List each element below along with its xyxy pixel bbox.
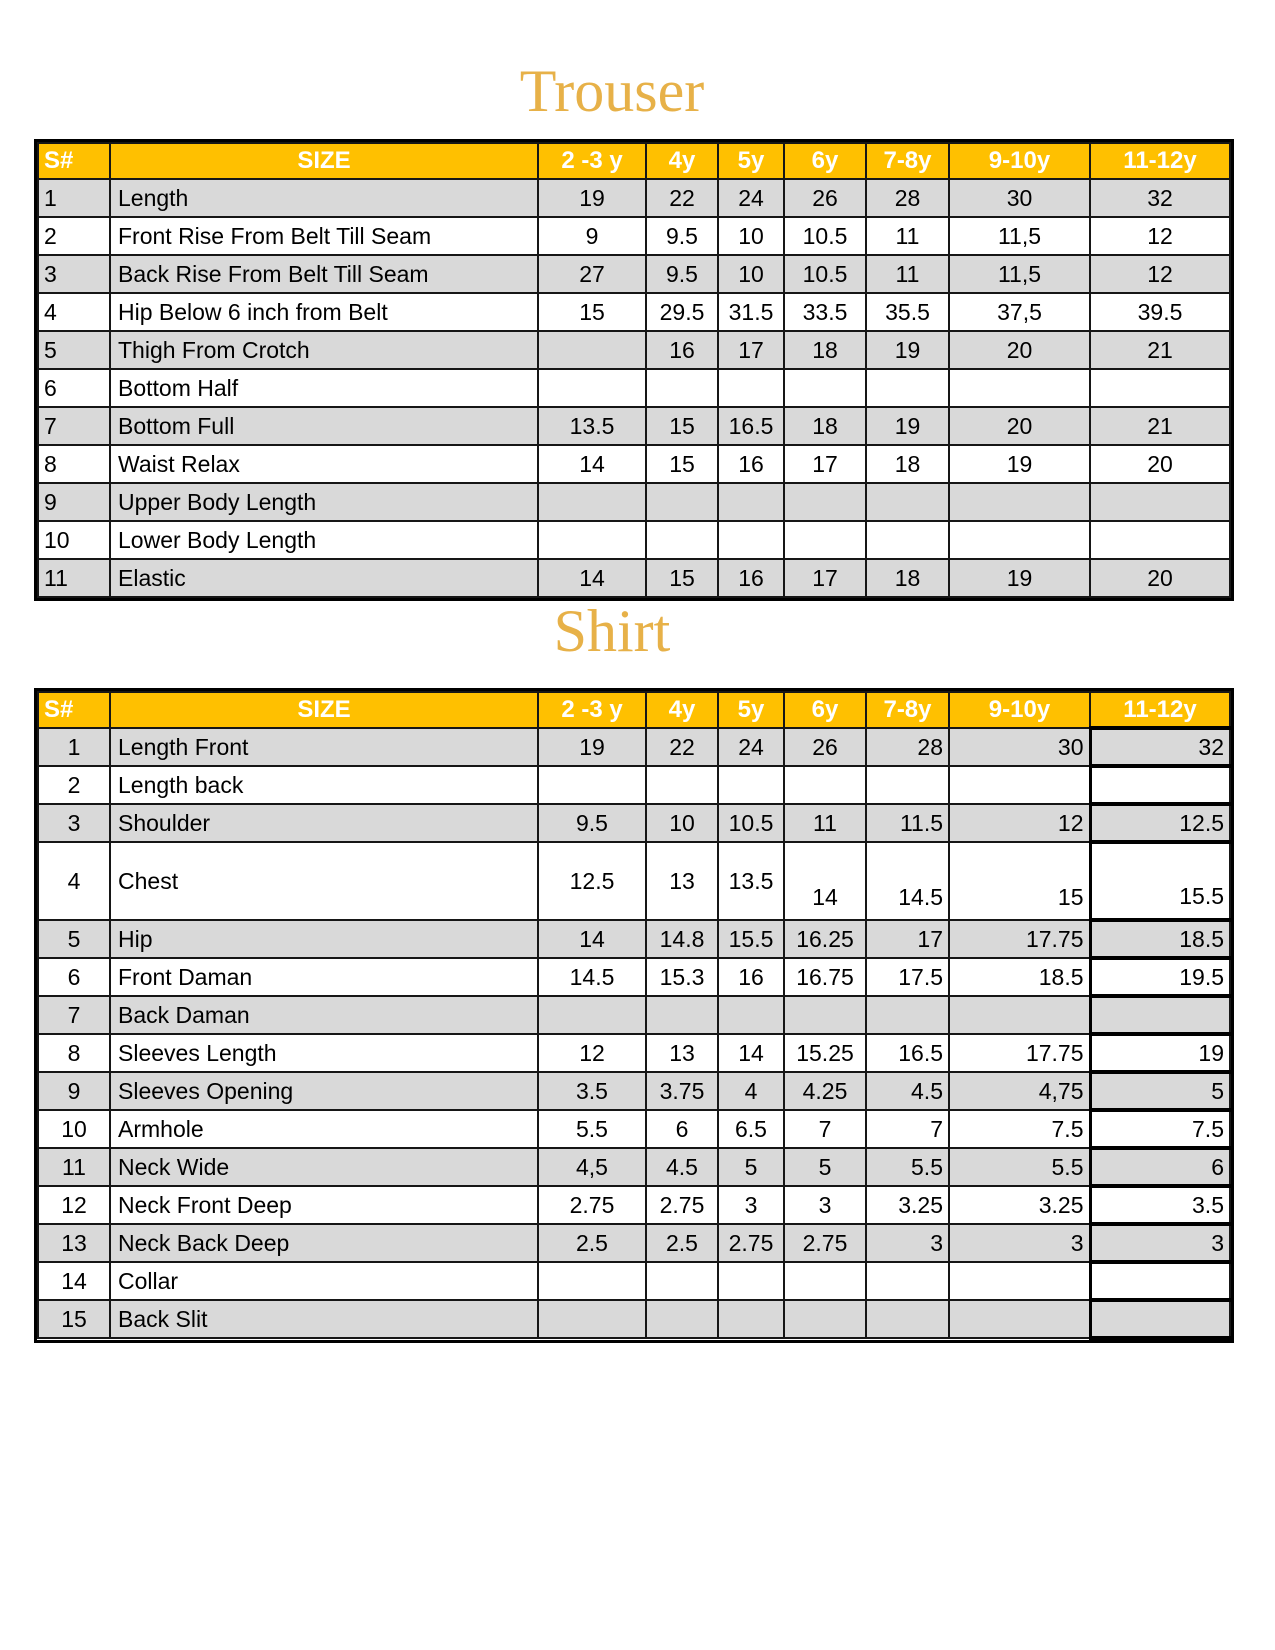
column-header: 7-8y xyxy=(866,143,949,179)
row-number: 4 xyxy=(38,293,110,331)
cell-value: 13.5 xyxy=(718,842,784,920)
cell-value: 22 xyxy=(646,728,718,766)
cell-value xyxy=(1090,996,1230,1034)
cell-value: 39.5 xyxy=(1090,293,1230,331)
cell-value: 14.5 xyxy=(538,958,646,996)
row-label: Upper Body Length xyxy=(110,483,538,521)
row-label: Neck Wide xyxy=(110,1148,538,1186)
row-number: 15 xyxy=(38,1300,110,1338)
row-label: Elastic xyxy=(110,559,538,597)
row-number: 11 xyxy=(38,1148,110,1186)
cell-value: 21 xyxy=(1090,331,1230,369)
row-label: Shoulder xyxy=(110,804,538,842)
cell-value: 19 xyxy=(866,407,949,445)
cell-value xyxy=(866,996,949,1034)
cell-value xyxy=(538,1300,646,1338)
cell-value: 10.5 xyxy=(784,255,866,293)
cell-value xyxy=(646,1262,718,1300)
cell-value: 14.5 xyxy=(866,842,949,920)
cell-value: 16.75 xyxy=(784,958,866,996)
row-number: 14 xyxy=(38,1262,110,1300)
column-header: S# xyxy=(38,692,110,728)
cell-value: 4.5 xyxy=(866,1072,949,1110)
cell-value xyxy=(949,996,1090,1034)
cell-value: 16 xyxy=(718,445,784,483)
cell-value: 4,5 xyxy=(538,1148,646,1186)
cell-value: 14 xyxy=(538,445,646,483)
cell-value: 5 xyxy=(784,1148,866,1186)
row-label: Armhole xyxy=(110,1110,538,1148)
cell-value: 19 xyxy=(538,179,646,217)
row-label: Bottom Full xyxy=(110,407,538,445)
cell-value: 4.25 xyxy=(784,1072,866,1110)
row-label: Front Rise From Belt Till Seam xyxy=(110,217,538,255)
cell-value xyxy=(866,1300,949,1338)
cell-value: 15 xyxy=(646,559,718,597)
column-header: S# xyxy=(38,143,110,179)
row-label: Collar xyxy=(110,1262,538,1300)
cell-value xyxy=(538,1262,646,1300)
row-number: 6 xyxy=(38,958,110,996)
table-row xyxy=(38,728,1230,766)
cell-value: 18 xyxy=(866,445,949,483)
cell-value xyxy=(784,369,866,407)
cell-value: 14.8 xyxy=(646,920,718,958)
cell-value: 12.5 xyxy=(538,842,646,920)
table-row xyxy=(38,996,1230,1034)
row-label: Sleeves Opening xyxy=(110,1072,538,1110)
cell-value: 19 xyxy=(949,445,1090,483)
cell-value: 30 xyxy=(949,179,1090,217)
cell-value: 24 xyxy=(718,179,784,217)
cell-value: 24 xyxy=(718,728,784,766)
table-row xyxy=(38,331,1230,369)
cell-value: 32 xyxy=(1090,728,1230,766)
cell-value: 12 xyxy=(1090,255,1230,293)
row-number: 4 xyxy=(38,842,110,920)
cell-value: 19 xyxy=(1090,1034,1230,1072)
cell-value: 3 xyxy=(949,1224,1090,1262)
cell-value: 19 xyxy=(538,728,646,766)
cell-value xyxy=(1090,1300,1230,1338)
cell-value: 15 xyxy=(538,293,646,331)
table-row xyxy=(38,1300,1230,1338)
column-header: 11-12y xyxy=(1090,143,1230,179)
row-label: Sleeves Length xyxy=(110,1034,538,1072)
row-number: 2 xyxy=(38,217,110,255)
table-row xyxy=(38,407,1230,445)
cell-value: 18 xyxy=(784,331,866,369)
table-row xyxy=(38,1034,1230,1072)
shirt-size-table xyxy=(37,691,1231,1340)
cell-value xyxy=(784,996,866,1034)
cell-value: 3.75 xyxy=(646,1072,718,1110)
cell-value xyxy=(949,521,1090,559)
cell-value: 3 xyxy=(866,1224,949,1262)
cell-value: 20 xyxy=(1090,445,1230,483)
table-row xyxy=(38,369,1230,407)
cell-value xyxy=(784,1262,866,1300)
cell-value xyxy=(538,996,646,1034)
shirt-table xyxy=(34,688,1234,1343)
cell-value: 5 xyxy=(718,1148,784,1186)
row-number: 11 xyxy=(38,559,110,597)
cell-value: 11,5 xyxy=(949,217,1090,255)
cell-value: 14 xyxy=(538,559,646,597)
cell-value: 11 xyxy=(866,255,949,293)
column-header: 4y xyxy=(646,692,718,728)
row-number: 9 xyxy=(38,483,110,521)
cell-value xyxy=(1090,521,1230,559)
row-label: Front Daman xyxy=(110,958,538,996)
shirt-title: Shirt xyxy=(553,598,671,664)
column-header: 2 -3 y xyxy=(538,692,646,728)
cell-value xyxy=(646,766,718,804)
cell-value xyxy=(1090,1262,1230,1300)
cell-value: 10 xyxy=(718,255,784,293)
cell-value xyxy=(866,1262,949,1300)
row-label: Hip Below 6 inch from Belt xyxy=(110,293,538,331)
row-number: 8 xyxy=(38,445,110,483)
table-row xyxy=(38,1148,1230,1186)
cell-value: 10 xyxy=(718,217,784,255)
cell-value xyxy=(784,766,866,804)
table-row xyxy=(38,766,1230,804)
cell-value: 16.25 xyxy=(784,920,866,958)
cell-value: 37,5 xyxy=(949,293,1090,331)
column-header: 9-10y xyxy=(949,143,1090,179)
cell-value: 6 xyxy=(646,1110,718,1148)
cell-value xyxy=(866,766,949,804)
cell-value: 27 xyxy=(538,255,646,293)
header-row xyxy=(38,143,1230,179)
cell-value: 15.25 xyxy=(784,1034,866,1072)
table-row xyxy=(38,445,1230,483)
cell-value: 29.5 xyxy=(646,293,718,331)
cell-value xyxy=(538,766,646,804)
row-label: Length Front xyxy=(110,728,538,766)
column-header: 6y xyxy=(784,692,866,728)
cell-value xyxy=(646,483,718,521)
cell-value: 12.5 xyxy=(1090,804,1230,842)
cell-value: 3.5 xyxy=(1090,1186,1230,1224)
cell-value: 18 xyxy=(784,407,866,445)
cell-value xyxy=(718,521,784,559)
cell-value: 6.5 xyxy=(718,1110,784,1148)
column-header: 7-8y xyxy=(866,692,949,728)
cell-value: 16 xyxy=(646,331,718,369)
cell-value: 17 xyxy=(784,559,866,597)
cell-value xyxy=(1090,766,1230,804)
cell-value xyxy=(866,483,949,521)
cell-value xyxy=(1090,483,1230,521)
column-header: SIZE xyxy=(110,143,538,179)
row-number: 5 xyxy=(38,920,110,958)
cell-value: 13 xyxy=(646,842,718,920)
cell-value: 7 xyxy=(784,1110,866,1148)
row-number: 13 xyxy=(38,1224,110,1262)
row-label: Back Slit xyxy=(110,1300,538,1338)
row-label: Back Daman xyxy=(110,996,538,1034)
table-row xyxy=(38,1262,1230,1300)
cell-value: 12 xyxy=(949,804,1090,842)
cell-value xyxy=(718,369,784,407)
cell-value xyxy=(866,369,949,407)
row-label: Length xyxy=(110,179,538,217)
cell-value xyxy=(538,369,646,407)
cell-value: 15 xyxy=(949,842,1090,920)
cell-value: 32 xyxy=(1090,179,1230,217)
cell-value: 2.5 xyxy=(646,1224,718,1262)
cell-value xyxy=(646,369,718,407)
cell-value xyxy=(538,521,646,559)
cell-value: 2.75 xyxy=(718,1224,784,1262)
row-label: Chest xyxy=(110,842,538,920)
cell-value: 4,75 xyxy=(949,1072,1090,1110)
cell-value: 28 xyxy=(866,179,949,217)
row-label: Waist Relax xyxy=(110,445,538,483)
cell-value: 5.5 xyxy=(866,1148,949,1186)
cell-value: 16.5 xyxy=(718,407,784,445)
cell-value: 4 xyxy=(718,1072,784,1110)
cell-value: 30 xyxy=(949,728,1090,766)
cell-value: 14 xyxy=(538,920,646,958)
table-row xyxy=(38,804,1230,842)
cell-value: 3.5 xyxy=(538,1072,646,1110)
table-row xyxy=(38,1224,1230,1262)
cell-value xyxy=(718,1300,784,1338)
column-header: 4y xyxy=(646,143,718,179)
row-label: Hip xyxy=(110,920,538,958)
cell-value: 12 xyxy=(538,1034,646,1072)
cell-value: 10 xyxy=(646,804,718,842)
cell-value: 7 xyxy=(866,1110,949,1148)
cell-value: 20 xyxy=(949,331,1090,369)
cell-value: 2.75 xyxy=(784,1224,866,1262)
cell-value: 10.5 xyxy=(784,217,866,255)
cell-value: 5 xyxy=(1090,1072,1230,1110)
cell-value: 22 xyxy=(646,179,718,217)
cell-value: 14 xyxy=(784,842,866,920)
cell-value: 17.5 xyxy=(866,958,949,996)
cell-value: 13.5 xyxy=(538,407,646,445)
cell-value: 9.5 xyxy=(538,804,646,842)
cell-value: 16 xyxy=(718,559,784,597)
cell-value: 17.75 xyxy=(949,1034,1090,1072)
cell-value: 11,5 xyxy=(949,255,1090,293)
cell-value: 11 xyxy=(866,217,949,255)
cell-value: 20 xyxy=(1090,559,1230,597)
column-header: 5y xyxy=(718,692,784,728)
table-row xyxy=(38,958,1230,996)
cell-value: 3.25 xyxy=(866,1186,949,1224)
row-label: Lower Body Length xyxy=(110,521,538,559)
cell-value: 7.5 xyxy=(1090,1110,1230,1148)
cell-value: 11.5 xyxy=(866,804,949,842)
column-header: 5y xyxy=(718,143,784,179)
cell-value xyxy=(718,996,784,1034)
table-row xyxy=(38,521,1230,559)
row-number: 1 xyxy=(38,179,110,217)
cell-value: 5.5 xyxy=(538,1110,646,1148)
cell-value: 11 xyxy=(784,804,866,842)
cell-value: 5.5 xyxy=(949,1148,1090,1186)
cell-value xyxy=(718,1262,784,1300)
cell-value: 2.5 xyxy=(538,1224,646,1262)
cell-value: 26 xyxy=(784,179,866,217)
row-label: Neck Front Deep xyxy=(110,1186,538,1224)
cell-value xyxy=(538,331,646,369)
cell-value: 16.5 xyxy=(866,1034,949,1072)
table-row xyxy=(38,1186,1230,1224)
cell-value: 10.5 xyxy=(718,804,784,842)
row-number: 10 xyxy=(38,1110,110,1148)
row-label: Back Rise From Belt Till Seam xyxy=(110,255,538,293)
row-number: 3 xyxy=(38,255,110,293)
cell-value: 3.25 xyxy=(949,1186,1090,1224)
cell-value: 9.5 xyxy=(646,255,718,293)
cell-value xyxy=(784,1300,866,1338)
cell-value xyxy=(718,766,784,804)
trouser-title: Trouser xyxy=(519,58,705,124)
cell-value: 13 xyxy=(646,1034,718,1072)
cell-value: 19 xyxy=(949,559,1090,597)
cell-value: 33.5 xyxy=(784,293,866,331)
table-row xyxy=(38,217,1230,255)
row-label: Bottom Half xyxy=(110,369,538,407)
trouser-table xyxy=(34,139,1234,601)
table-row xyxy=(38,255,1230,293)
cell-value: 28 xyxy=(866,728,949,766)
cell-value: 26 xyxy=(784,728,866,766)
column-header: 6y xyxy=(784,143,866,179)
cell-value: 2.75 xyxy=(646,1186,718,1224)
row-number: 6 xyxy=(38,369,110,407)
cell-value xyxy=(784,483,866,521)
cell-value: 3 xyxy=(1090,1224,1230,1262)
table-row xyxy=(38,179,1230,217)
cell-value: 17 xyxy=(718,331,784,369)
cell-value: 4.5 xyxy=(646,1148,718,1186)
cell-value: 12 xyxy=(1090,217,1230,255)
cell-value: 3 xyxy=(784,1186,866,1224)
row-label: Thigh From Crotch xyxy=(110,331,538,369)
cell-value xyxy=(646,1300,718,1338)
table-row xyxy=(38,1072,1230,1110)
row-number: 2 xyxy=(38,766,110,804)
cell-value xyxy=(784,521,866,559)
cell-value: 3 xyxy=(718,1186,784,1224)
row-number: 9 xyxy=(38,1072,110,1110)
row-number: 7 xyxy=(38,407,110,445)
column-header: SIZE xyxy=(110,692,538,728)
cell-value: 14 xyxy=(718,1034,784,1072)
cell-value: 19 xyxy=(866,331,949,369)
row-number: 12 xyxy=(38,1186,110,1224)
row-number: 1 xyxy=(38,728,110,766)
cell-value: 15.5 xyxy=(1090,842,1230,920)
table-row xyxy=(38,1110,1230,1148)
cell-value: 6 xyxy=(1090,1148,1230,1186)
cell-value: 15 xyxy=(646,445,718,483)
cell-value: 2.75 xyxy=(538,1186,646,1224)
cell-value: 19.5 xyxy=(1090,958,1230,996)
cell-value xyxy=(646,996,718,1034)
column-header: 11-12y xyxy=(1090,692,1230,728)
cell-value: 31.5 xyxy=(718,293,784,331)
cell-value: 35.5 xyxy=(866,293,949,331)
table-row xyxy=(38,293,1230,331)
cell-value xyxy=(949,766,1090,804)
cell-value: 17.75 xyxy=(949,920,1090,958)
column-header: 9-10y xyxy=(949,692,1090,728)
cell-value xyxy=(949,1262,1090,1300)
cell-value: 9 xyxy=(538,217,646,255)
table-row xyxy=(38,483,1230,521)
cell-value xyxy=(1090,369,1230,407)
cell-value: 18 xyxy=(866,559,949,597)
cell-value xyxy=(538,483,646,521)
cell-value: 17 xyxy=(784,445,866,483)
row-label: Neck Back Deep xyxy=(110,1224,538,1262)
row-number: 3 xyxy=(38,804,110,842)
cell-value: 16 xyxy=(718,958,784,996)
table-row xyxy=(38,920,1230,958)
cell-value: 15 xyxy=(646,407,718,445)
trouser-size-table xyxy=(37,142,1231,598)
row-number: 10 xyxy=(38,521,110,559)
cell-value xyxy=(949,1300,1090,1338)
table-row xyxy=(38,559,1230,597)
cell-value xyxy=(646,521,718,559)
cell-value: 21 xyxy=(1090,407,1230,445)
header-row xyxy=(38,692,1230,728)
row-label: Length back xyxy=(110,766,538,804)
cell-value: 20 xyxy=(949,407,1090,445)
cell-value xyxy=(949,369,1090,407)
cell-value: 15.5 xyxy=(718,920,784,958)
cell-value xyxy=(718,483,784,521)
cell-value xyxy=(949,483,1090,521)
column-header: 2 -3 y xyxy=(538,143,646,179)
cell-value: 17 xyxy=(866,920,949,958)
cell-value: 18.5 xyxy=(1090,920,1230,958)
table-row xyxy=(38,842,1230,920)
cell-value: 7.5 xyxy=(949,1110,1090,1148)
row-number: 5 xyxy=(38,331,110,369)
row-number: 8 xyxy=(38,1034,110,1072)
cell-value: 9.5 xyxy=(646,217,718,255)
row-number: 7 xyxy=(38,996,110,1034)
cell-value: 15.3 xyxy=(646,958,718,996)
cell-value: 18.5 xyxy=(949,958,1090,996)
cell-value xyxy=(866,521,949,559)
